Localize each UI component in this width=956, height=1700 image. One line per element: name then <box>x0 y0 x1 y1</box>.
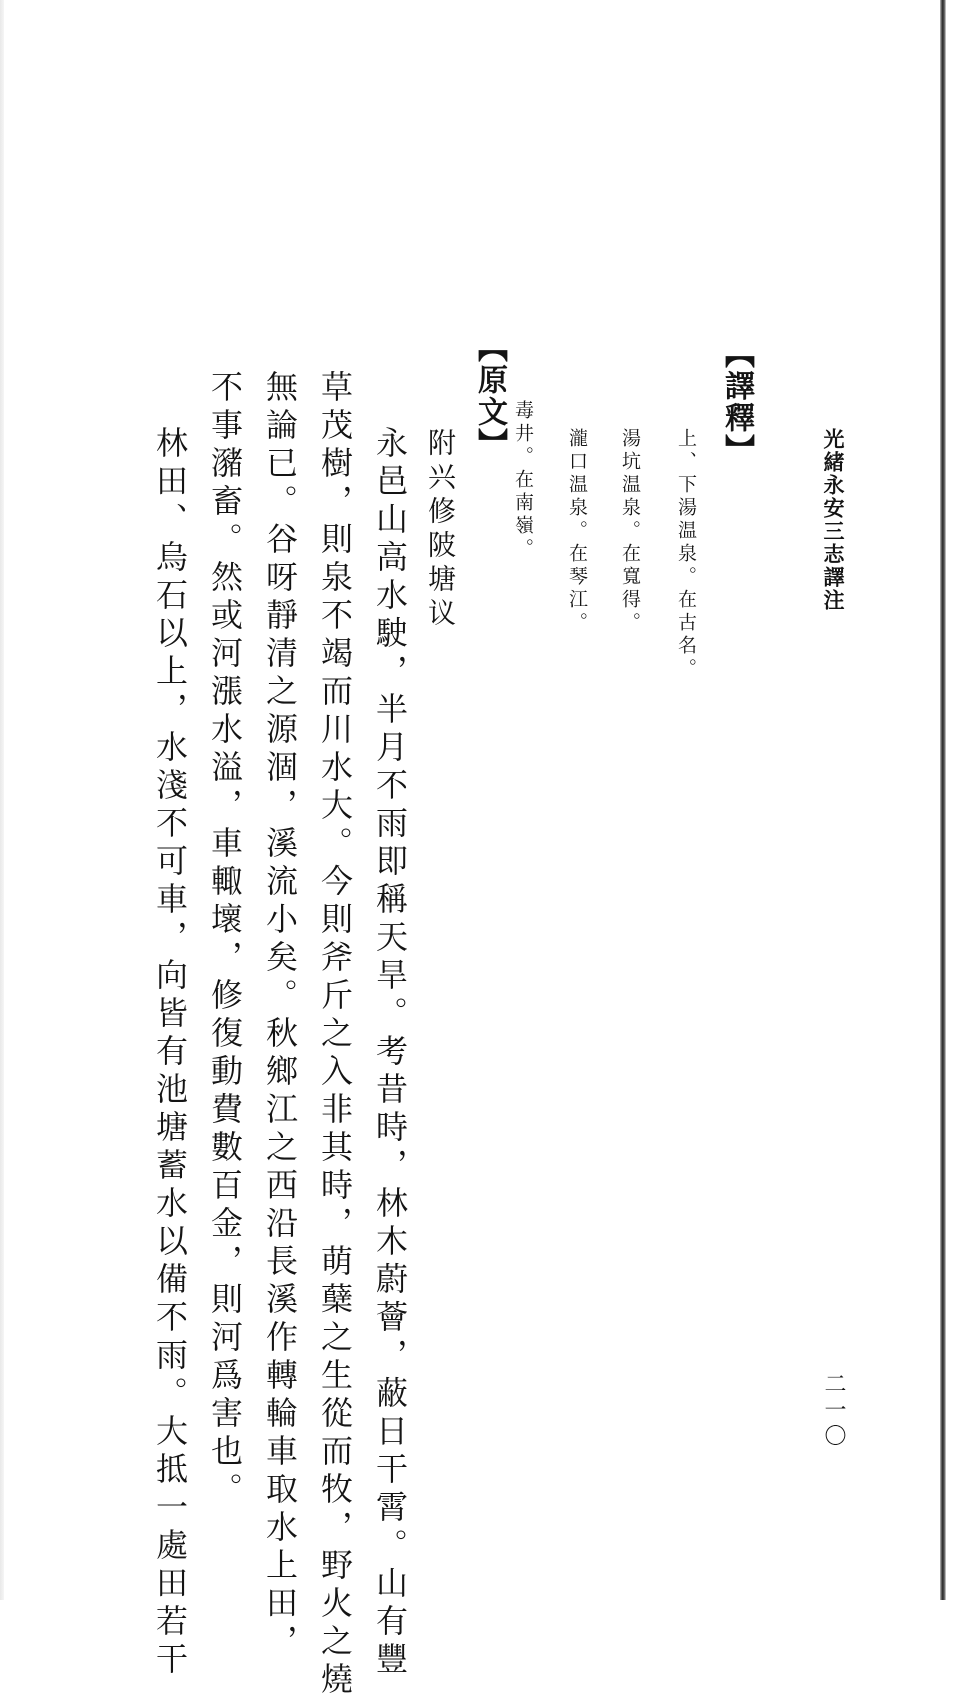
note-line-4: 毒井。在南嶺。 <box>512 400 534 561</box>
running-title: 光緒永安三志譯注 <box>821 428 846 612</box>
original-text-line-5: 林田、烏石以上，水淺不可車，向皆有池塘蓄水以備不雨。大抵一處田若干 <box>151 426 189 1680</box>
original-text-line-4: 不事瀦畜。然或河漲水溢，車輙壞，修復動費數百金，則河爲害也。 <box>206 370 244 1510</box>
note-line-1: 上、下湯温泉。在古名。 <box>675 428 697 681</box>
original-heading: 【原文】 <box>472 332 507 460</box>
translation-heading: 【譯釋】 <box>719 338 754 466</box>
original-title: 附兴修陂塘议 <box>424 428 457 632</box>
note-line-3: 瀧口温泉。在琴江。 <box>566 428 588 635</box>
original-text-line-3: 無論已。谷呀靜清之源涸，溪流小矣。秋鄉江之西沿長溪作轉輪車取水上田， <box>261 370 299 1662</box>
page-number: 二一〇 <box>821 1372 846 1450</box>
scan-left-edge <box>0 0 4 1600</box>
scan-binding-edge <box>940 0 946 1600</box>
note-line-2: 湯坑温泉。在寬得。 <box>619 428 641 635</box>
original-text-line-2: 草茂樹，則泉不竭而川水大。今則斧斤之入非其時，萌蘖之生從而牧，野火之燒 <box>316 370 354 1700</box>
original-text-line-1: 永邑山高水駛，半月不雨即稱天旱。考昔時，林木蔚薈，蔽日干霄。山有豐 <box>371 426 409 1680</box>
